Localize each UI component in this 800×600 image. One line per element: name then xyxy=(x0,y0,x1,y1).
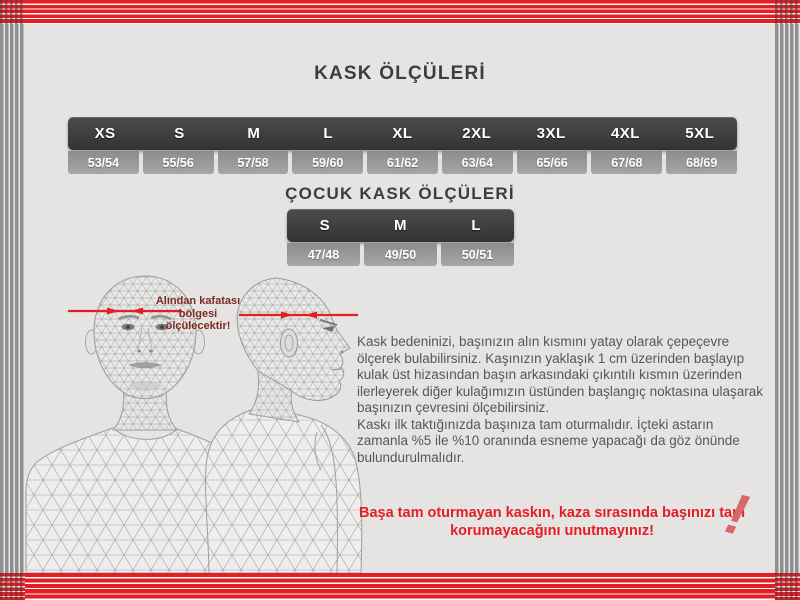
right-gray-stripe-border xyxy=(775,24,800,573)
size-value-cell: 65/66 xyxy=(517,151,588,174)
size-header-cell: M xyxy=(247,125,261,142)
bottom-right-corner-crosshatch xyxy=(775,573,800,600)
measurement-label: Alından kafatası bölgesi ölçülecektir! xyxy=(155,295,241,332)
size-value-cell: 53/54 xyxy=(68,151,139,174)
size-value-cell: 57/58 xyxy=(218,151,289,174)
child-size-table-header xyxy=(287,209,514,242)
size-header-cell: L xyxy=(323,125,333,142)
top-right-corner-crosshatch xyxy=(775,0,800,24)
size-value-cell: 47/48 xyxy=(287,243,360,266)
adult-size-table-values xyxy=(68,151,737,174)
size-value-cell: 68/69 xyxy=(666,151,737,174)
size-header-cell: XL xyxy=(392,125,413,142)
size-value-cell: 63/64 xyxy=(442,151,513,174)
left-gray-stripe-border xyxy=(0,24,25,573)
child-size-table-values xyxy=(287,243,514,266)
size-header-cell: S xyxy=(174,125,185,142)
size-header-cell: L xyxy=(471,217,482,234)
size-value-cell: 59/60 xyxy=(292,151,363,174)
bottom-red-stripe-border xyxy=(0,573,800,600)
adult-size-table-header xyxy=(68,117,737,150)
size-header-cell: M xyxy=(394,217,407,234)
size-value-cell: 61/62 xyxy=(367,151,438,174)
size-value-cell: 49/50 xyxy=(364,243,437,266)
instructions-paragraph-2: Kaskı ilk taktığınızda başınıza tam oturmalıdır. İçteki astarın zamanla %5 ile %10 oranında esneme yapacağı da göz önünde bulundurulmalıdır. xyxy=(357,416,740,465)
child-size-table xyxy=(287,209,514,266)
adult-size-table xyxy=(68,117,737,174)
child-sizes-title: ÇOCUK KASK ÖLÇÜLERİ xyxy=(285,184,515,203)
top-left-corner-crosshatch xyxy=(0,0,25,24)
size-header-cell: S xyxy=(319,217,331,234)
instructions-text xyxy=(357,334,767,466)
size-header-cell: 4XL xyxy=(610,125,640,142)
warning-text: Başa tam oturmayan kaskın, kaza sırasında başınızı tam korumayacağını unutmayınız! xyxy=(358,505,746,539)
size-header-cell: 2XL xyxy=(462,125,492,142)
ear xyxy=(281,329,298,357)
size-header-cell: 3XL xyxy=(536,125,566,142)
bottom-left-corner-crosshatch xyxy=(0,573,25,600)
size-value-cell: 55/56 xyxy=(143,151,214,174)
top-red-stripe-border xyxy=(0,0,800,24)
size-value-cell: 67/68 xyxy=(591,151,662,174)
size-value-cell: 50/51 xyxy=(441,243,514,266)
size-header-cell: XS xyxy=(94,125,116,142)
page-title: KASK ÖLÇÜLERİ xyxy=(314,63,486,84)
exclamation-mark: ! xyxy=(719,480,755,549)
size-header-cell: 5XL xyxy=(685,125,715,142)
instructions-paragraph-1: Kask bedeninizi, başınızın alın kısmını yatay olarak çepeçevre ölçerek bulabilirsiniz. Kaşınızın yaklaşık 1 cm üzerinden başlayıp kulak üst hizasından başın arkasındaki çıkıntılı kısmın üzerinden ilerleyerek diğer kulağımızın üstünden başlangıç noktasına ulaşarak başınızın çevresini ölçebilirsiniz. xyxy=(357,334,763,415)
